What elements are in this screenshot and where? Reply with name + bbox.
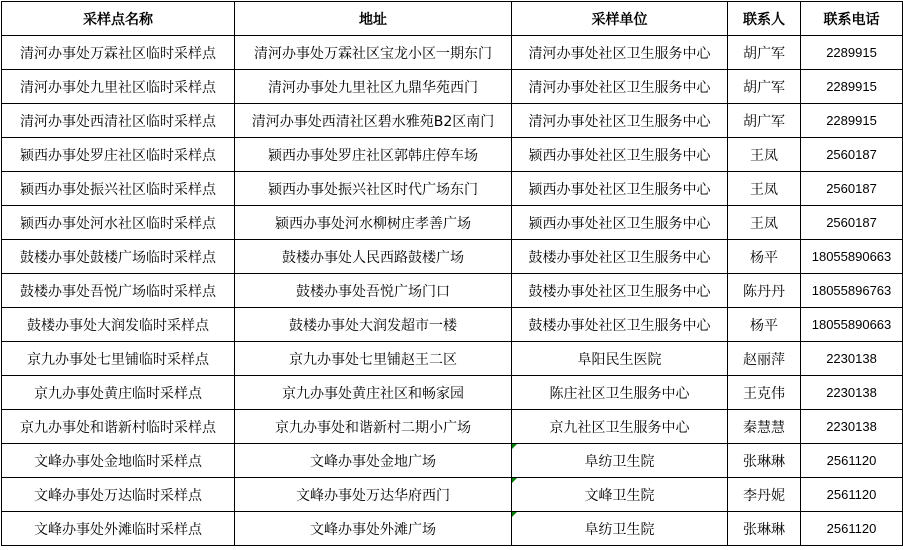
cell-phone: 18055896763 <box>801 274 903 308</box>
table-row <box>2 478 903 512</box>
column-header-address: 地址 <box>235 2 512 36</box>
cell-contact: 王凤 <box>728 138 801 172</box>
cell-contact: 杨平 <box>728 308 801 342</box>
cell-contact: 王克伟 <box>728 376 801 410</box>
table-row <box>2 36 903 70</box>
cell-unit: 鼓楼办事处社区卫生服务中心 <box>512 274 728 308</box>
cell-unit: 鼓楼办事处社区卫生服务中心 <box>512 308 728 342</box>
cell-address: 京九办事处和谐新村二期小广场 <box>235 410 512 444</box>
cell-name: 京九办事处黄庄临时采样点 <box>2 376 235 410</box>
cell-phone: 2560187 <box>801 138 903 172</box>
cell-name: 鼓楼办事处吾悦广场临时采样点 <box>2 274 235 308</box>
cell-name: 清河办事处万霖社区临时采样点 <box>2 36 235 70</box>
cell-unit: 京九社区卫生服务中心 <box>512 410 728 444</box>
cell-unit: 清河办事处社区卫生服务中心 <box>512 36 728 70</box>
cell-name: 颍西办事处罗庄社区临时采样点 <box>2 138 235 172</box>
cell-phone: 2561120 <box>801 512 903 546</box>
table-row <box>2 70 903 104</box>
table-row <box>2 104 903 138</box>
cell-name: 清河办事处西清社区临时采样点 <box>2 104 235 138</box>
cell-address: 文峰办事处万达华府西门 <box>235 478 512 512</box>
cell-address: 鼓楼办事处人民西路鼓楼广场 <box>235 240 512 274</box>
cell-name: 清河办事处九里社区临时采样点 <box>2 70 235 104</box>
cell-unit: 清河办事处社区卫生服务中心 <box>512 104 728 138</box>
cell-unit: 阜阳民生医院 <box>512 342 728 376</box>
cell-name: 京九办事处七里铺临时采样点 <box>2 342 235 376</box>
cell-address: 文峰办事处外滩广场 <box>235 512 512 546</box>
cell-name: 鼓楼办事处大润发临时采样点 <box>2 308 235 342</box>
sampling-points-table <box>1 1 903 546</box>
cell-phone: 2560187 <box>801 206 903 240</box>
table-row <box>2 240 903 274</box>
cell-contact: 杨平 <box>728 240 801 274</box>
cell-address: 颍西办事处振兴社区时代广场东门 <box>235 172 512 206</box>
cell-name: 文峰办事处万达临时采样点 <box>2 478 235 512</box>
cell-unit: 文峰卫生院 <box>512 478 728 512</box>
cell-phone: 2289915 <box>801 104 903 138</box>
table-row <box>2 274 903 308</box>
cell-address: 文峰办事处金地广场 <box>235 444 512 478</box>
cell-name: 鼓楼办事处鼓楼广场临时采样点 <box>2 240 235 274</box>
table-row <box>2 206 903 240</box>
table-row <box>2 410 903 444</box>
table-row <box>2 444 903 478</box>
cell-contact: 赵丽萍 <box>728 342 801 376</box>
cell-phone: 2289915 <box>801 70 903 104</box>
cell-phone: 2230138 <box>801 410 903 444</box>
cell-phone: 18055890663 <box>801 240 903 274</box>
cell-phone: 2560187 <box>801 172 903 206</box>
table-header-row <box>2 2 903 36</box>
cell-contact: 胡广军 <box>728 70 801 104</box>
table-row <box>2 376 903 410</box>
cell-name: 文峰办事处外滩临时采样点 <box>2 512 235 546</box>
cell-unit: 阜纺卫生院 <box>512 512 728 546</box>
table-row <box>2 172 903 206</box>
cell-contact: 王凤 <box>728 206 801 240</box>
cell-name: 颍西办事处振兴社区临时采样点 <box>2 172 235 206</box>
cell-address: 颍西办事处河水柳树庄孝善广场 <box>235 206 512 240</box>
cell-phone: 2289915 <box>801 36 903 70</box>
column-header-contact: 联系人 <box>728 2 801 36</box>
cell-contact: 陈丹丹 <box>728 274 801 308</box>
cell-contact: 胡广军 <box>728 104 801 138</box>
cell-address: 颍西办事处罗庄社区郭韩庄停车场 <box>235 138 512 172</box>
table-row <box>2 138 903 172</box>
cell-address: 京九办事处黄庄社区和畅家园 <box>235 376 512 410</box>
cell-address: 京九办事处七里铺赵王二区 <box>235 342 512 376</box>
cell-unit: 陈庄社区卫生服务中心 <box>512 376 728 410</box>
cell-address: 清河办事处九里社区九鼎华苑西门 <box>235 70 512 104</box>
cell-contact: 王凤 <box>728 172 801 206</box>
cell-unit: 颍西办事处社区卫生服务中心 <box>512 138 728 172</box>
cell-name: 京九办事处和谐新村临时采样点 <box>2 410 235 444</box>
cell-unit: 清河办事处社区卫生服务中心 <box>512 70 728 104</box>
table-row <box>2 308 903 342</box>
cell-name: 文峰办事处金地临时采样点 <box>2 444 235 478</box>
cell-phone: 2561120 <box>801 478 903 512</box>
cell-contact: 李丹妮 <box>728 478 801 512</box>
cell-address: 清河办事处西清社区碧水雅苑B2区南门 <box>235 104 512 138</box>
column-header-unit: 采样单位 <box>512 2 728 36</box>
cell-unit: 颍西办事处社区卫生服务中心 <box>512 172 728 206</box>
cell-unit: 颍西办事处社区卫生服务中心 <box>512 206 728 240</box>
cell-phone: 2230138 <box>801 342 903 376</box>
cell-contact: 胡广军 <box>728 36 801 70</box>
cell-name: 颍西办事处河水社区临时采样点 <box>2 206 235 240</box>
cell-unit: 鼓楼办事处社区卫生服务中心 <box>512 240 728 274</box>
table-row <box>2 342 903 376</box>
cell-phone: 2561120 <box>801 444 903 478</box>
cell-phone: 18055890663 <box>801 308 903 342</box>
cell-contact: 张琳琳 <box>728 512 801 546</box>
column-header-name: 采样点名称 <box>2 2 235 36</box>
cell-contact: 张琳琳 <box>728 444 801 478</box>
cell-contact: 秦慧慧 <box>728 410 801 444</box>
cell-address: 鼓楼办事处大润发超市一楼 <box>235 308 512 342</box>
table-row <box>2 512 903 546</box>
cell-unit: 阜纺卫生院 <box>512 444 728 478</box>
column-header-phone: 联系电话 <box>801 2 903 36</box>
cell-address: 清河办事处万霖社区宝龙小区一期东门 <box>235 36 512 70</box>
cell-phone: 2230138 <box>801 376 903 410</box>
cell-address: 鼓楼办事处吾悦广场门口 <box>235 274 512 308</box>
